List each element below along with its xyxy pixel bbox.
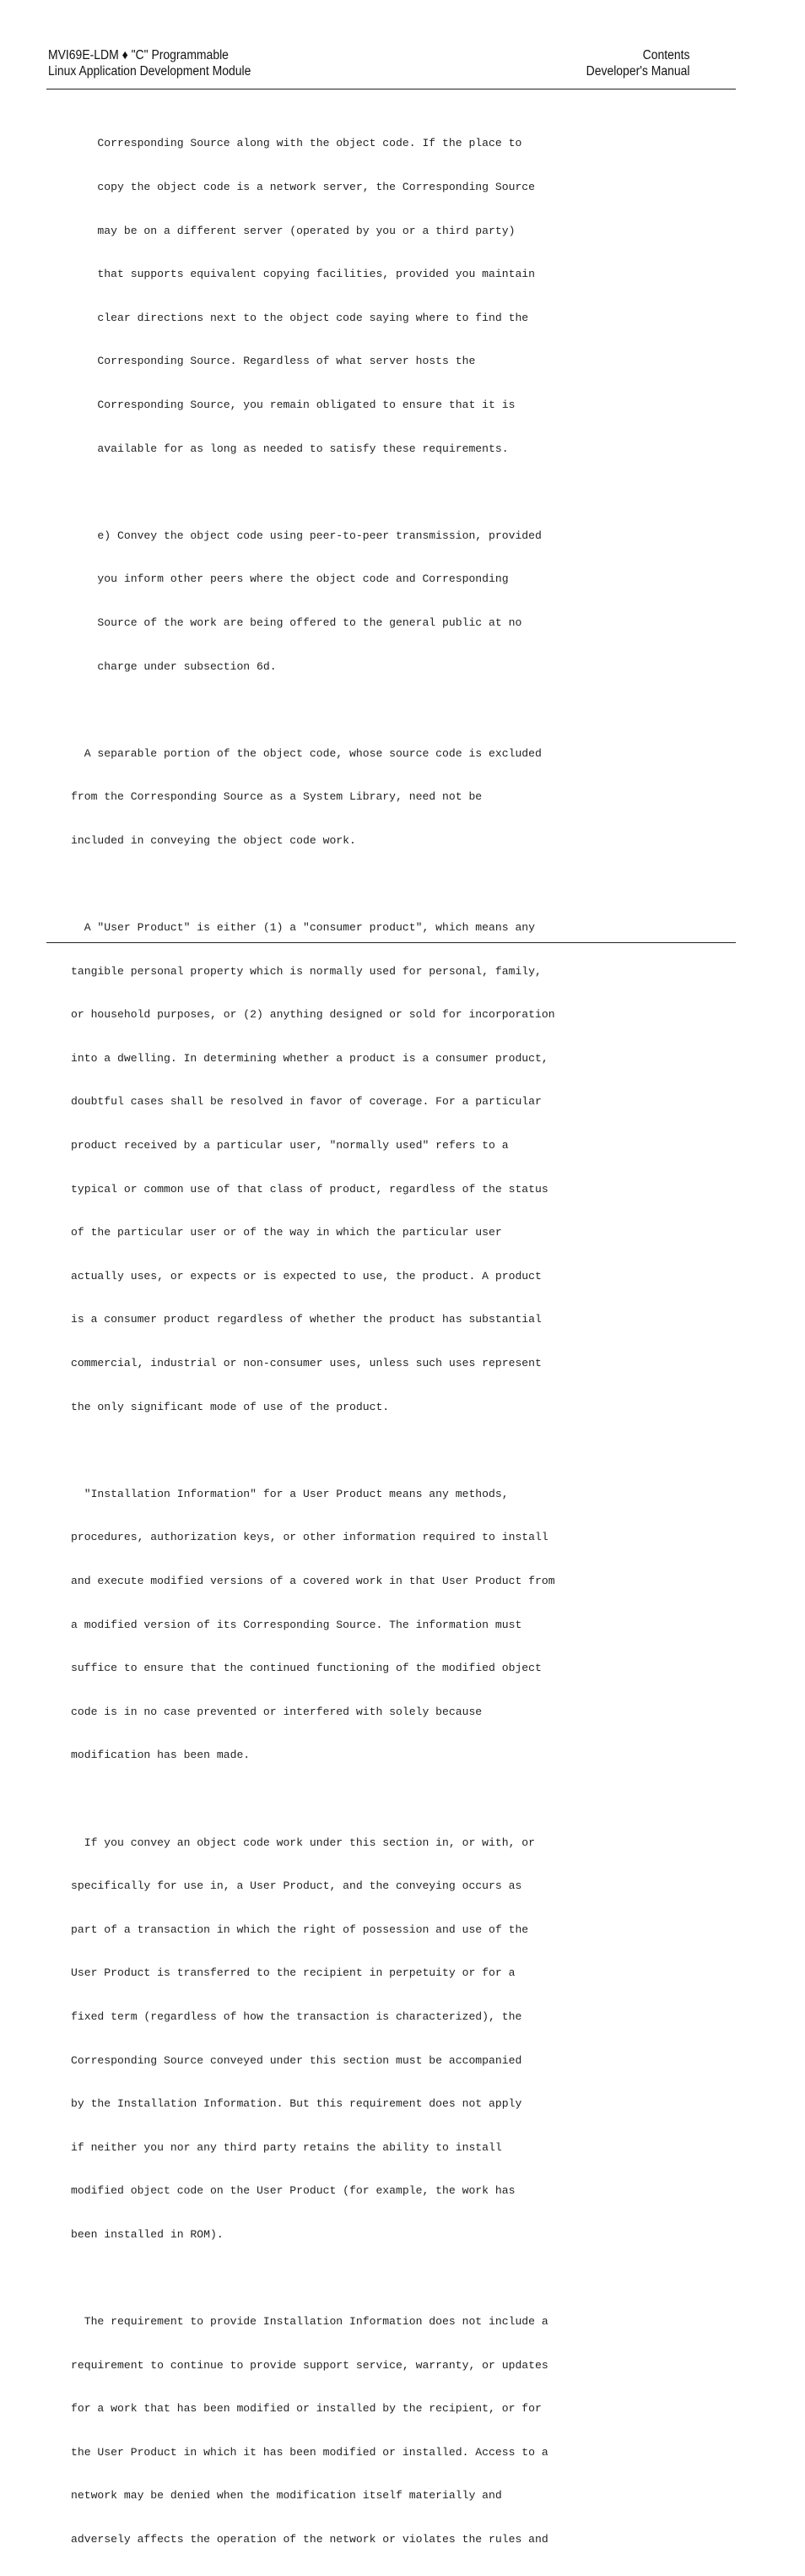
paragraph-system-library xyxy=(71,717,721,876)
text-line: code is in no case prevented or interfered with solely because xyxy=(71,1705,483,1718)
text-line: or household purposes, or (2) anything designed or sold for incorporation xyxy=(71,1008,555,1022)
text-line: that supports equivalent copying facilities, provided you maintain xyxy=(71,268,536,281)
text-line: doubtful cases shall be resolved in favor of coverage. For a particular xyxy=(71,1095,542,1109)
text-line: A separable portion of the object code, whose source code is excluded xyxy=(71,746,542,760)
text-line: may be on a different server (operated by you or a third party) xyxy=(71,224,516,237)
text-line: a modified version of its Corresponding Source. The information must xyxy=(71,1618,522,1631)
text-line: the only significant mode of use of the product. xyxy=(71,1400,390,1413)
text-line: tangible personal property which is normally used for personal, family, xyxy=(71,964,542,978)
paragraph-corresponding-source xyxy=(71,107,721,485)
text-line: "Installation Information" for a User Product means any methods, xyxy=(71,1487,509,1500)
paragraph-user-product xyxy=(71,892,721,1444)
text-line: If you convey an object code work under this section in, or with, or xyxy=(71,1836,536,1849)
text-line: and execute modified versions of a covered work in that User Product from xyxy=(71,1575,555,1587)
text-line: clear directions next to the object code saying where to find the xyxy=(71,311,529,324)
text-line: for a work that has been modified or installed by the recipient, or for xyxy=(71,2402,542,2416)
paragraph-support-requirement xyxy=(71,2286,721,2576)
header-right-block xyxy=(447,47,690,79)
text-line: from the Corresponding Source as a System Library, need not be xyxy=(71,790,483,804)
footer-divider xyxy=(46,942,736,943)
text-line: Corresponding Source. Regardless of what server hosts the xyxy=(71,355,476,368)
text-line: Source of the work are being offered to the general public at no xyxy=(71,616,522,629)
text-line: of the particular user or of the way in which the particular user xyxy=(71,1226,502,1239)
text-line: been installed in ROM). xyxy=(71,2227,224,2241)
text-line: charge under subsection 6d. xyxy=(71,659,277,673)
text-line: specifically for use in, a User Product, and the conveying occurs as xyxy=(71,1879,522,1893)
text-line: network may be denied when the modification itself materially and xyxy=(71,2489,502,2503)
text-line: available for as long as needed to satisfy these requirements. xyxy=(71,442,509,455)
text-line: the User Product in which it has been modified or installed. Access to a xyxy=(71,2445,548,2459)
text-line: Corresponding Source conveyed under this section must be accompanied xyxy=(71,2053,522,2067)
header-manual-name: Developer's Manual xyxy=(586,64,690,79)
text-line: Corresponding Source along with the object code. If the place to xyxy=(71,137,522,150)
text-line: commercial, industrial or non-consumer uses, unless such uses represent xyxy=(71,1357,542,1370)
text-line: is a consumer product regardless of whether the product has substantial xyxy=(71,1313,542,1326)
text-line: requirement to continue to provide support service, warranty, or updates xyxy=(71,2358,548,2372)
text-line: you inform other peers where the object code and Corresponding xyxy=(71,572,509,586)
header-left-block xyxy=(48,47,367,79)
text-line: A "User Product" is either (1) a "consumer product", which means any xyxy=(71,921,536,935)
paragraph-conveying-user-product xyxy=(71,1806,721,2270)
text-line: product received by a particular user, "normally used" refers to a xyxy=(71,1139,509,1152)
text-line: modified object code on the User Product (for example, the work has xyxy=(71,2184,516,2198)
header-product-title: MVI69E-LDM ♦ "C" Programmable xyxy=(48,48,229,62)
text-line: suffice to ensure that the continued functioning of the modified object xyxy=(71,1662,542,1675)
text-line: by the Installation Information. But this requirement does not apply xyxy=(71,2097,522,2111)
license-text-body xyxy=(71,107,721,2576)
text-line: procedures, authorization keys, or other information required to install xyxy=(71,1531,548,1544)
text-line: fixed term (regardless of how the transaction is characterized), the xyxy=(71,2009,522,2023)
paragraph-peer-to-peer xyxy=(71,499,721,702)
text-line: into a dwelling. In determining whether a product is a consumer product, xyxy=(71,1051,548,1065)
paragraph-installation-information xyxy=(71,1457,721,1792)
text-line: User Product is transferred to the recipient in perpetuity or for a xyxy=(71,1966,516,1980)
text-line: modification has been made. xyxy=(71,1749,251,1762)
text-line: part of a transaction in which the right of possession and use of the xyxy=(71,1923,529,1936)
text-line: adversely affects the operation of the network or violates the rules and xyxy=(71,2533,548,2546)
text-line: typical or common use of that class of product, regardless of the status xyxy=(71,1182,548,1196)
header-product-subtitle: Linux Application Development Module xyxy=(48,64,251,79)
text-line: Corresponding Source, you remain obligated to ensure that it is xyxy=(71,398,516,411)
text-line: The requirement to provide Installation Information does not include a xyxy=(71,2315,548,2329)
text-line: actually uses, or expects or is expected to use, the product. A product xyxy=(71,1269,542,1283)
text-line: if neither you nor any third party retains the ability to install xyxy=(71,2140,502,2154)
text-line: e) Convey the object code using peer-to-peer transmission, provided xyxy=(71,529,542,542)
text-line: copy the object code is a network server, the Corresponding Source xyxy=(71,181,536,193)
header-section-name: Contents xyxy=(642,48,690,62)
text-line: included in conveying the object code work. xyxy=(71,833,356,847)
